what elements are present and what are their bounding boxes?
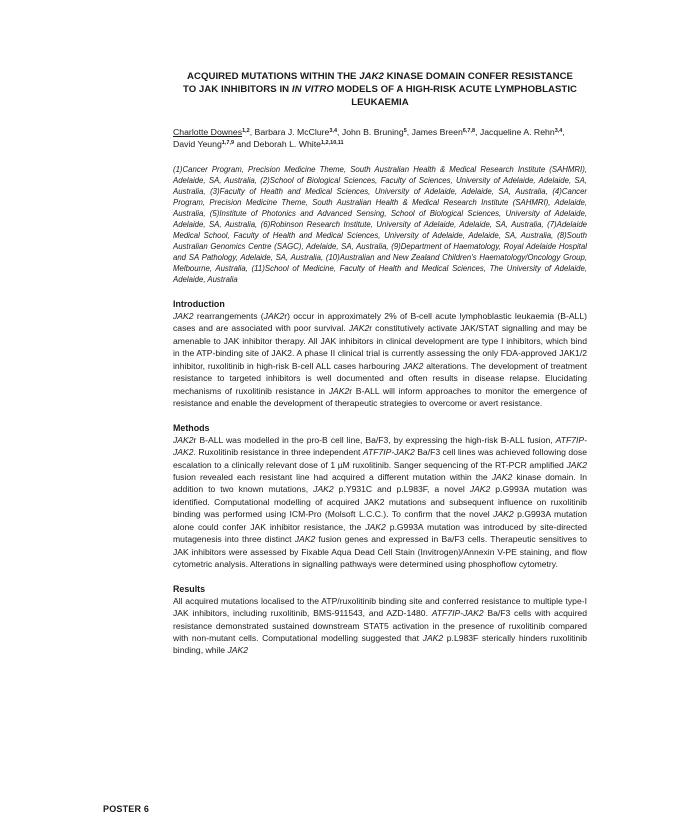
author-separator: , <box>337 127 342 137</box>
gene-name: ATF7IP-JAK2 <box>431 608 484 619</box>
section-heading: Methods <box>173 422 210 433</box>
poster-label: POSTER 6 <box>103 804 150 814</box>
text-run: r B-ALL was modelled in the pro-B cell line, Ba/F3, by expressing the high-risk B-ALL fusion, <box>193 434 556 445</box>
title-line3: LEUKAEMIA <box>351 97 409 108</box>
text-run: p.G993A mutation was identified. Computational modelling of acquired JAK2 mutations and subsequent influence on ruxolitinib binding was performed using ICM-Pro (Molsoft L.C.C.). To confirm that the novel <box>173 484 588 520</box>
gene-name: JAK2 <box>365 521 386 532</box>
text-run: All acquired mutations localised to the ATP/ruxolitinib binding site and conferred resistance to multiple type-I JAK inhibitors, including ruxolitinib, BMS-911543, and AZD-1480. <box>173 595 587 619</box>
title-line2-part2: MODELS OF A HIGH-RISK ACUTE LYMPHOBLASTIC <box>333 84 578 95</box>
author-affiliation-sup: 5 <box>403 128 407 134</box>
gene-name: JAK2 <box>294 534 316 545</box>
gene-name: JAK2 <box>493 509 514 520</box>
author-name: Deborah L. White <box>253 139 321 149</box>
text-run: p.L983F sterically hinders ruxolitinib binding, while <box>173 632 587 656</box>
author-name: Jacqueline A. Rehn <box>479 127 555 137</box>
text-run: Ba/F3 cell lines was achieved following dose escalation to a clinically relevant dose of 1 µM ruxolitinib. Sanger sequencing of the RT-PCR amplified <box>173 447 587 470</box>
abstract-page <box>173 70 587 669</box>
text-run: fusion genes and expressed in Ba/F3 cells. Therapeutic sensitives to JAK inhibitors were assessed by Fixable Aqua Dead Cell Stain (Invitrogen)/Annexin V-PE staining, and flow cytometric analysis. Alterations in signalling pathways were determined using phosphoflow cytometry. <box>173 534 587 570</box>
text-run: p.G993A mutation was introduced by site-directed mutagenesis into three distinct <box>173 521 587 545</box>
author-separator: , <box>249 127 255 137</box>
text-run: rearrangements ( <box>193 311 264 321</box>
section-paragraph <box>173 310 587 410</box>
text-run: . Ruxolitinib resistance in three independent <box>193 447 363 458</box>
gene-name: JAK2 <box>328 385 350 396</box>
author-affiliation-sup: 6,7,8 <box>462 128 476 134</box>
author-name: Barbara J. McClure <box>254 127 330 137</box>
text-run: alterations. The development of treatment resistance to targeted inhibitors is well documented and often results in disease relapse. Elucidating mechanisms of ruxolitinib resistance in <box>173 360 587 396</box>
author-separator: and <box>234 139 254 149</box>
gene-name: JAK2 <box>263 311 285 321</box>
author-name: David Yeung <box>173 139 222 149</box>
title-line1-part1: ACQUIRED MUTATIONS WITHIN THE <box>187 71 360 82</box>
gene-name: JAK2 <box>402 360 424 371</box>
text-run: p.G993A mutation alone could confer JAK inhibitor resistance, the <box>173 509 588 532</box>
author-affiliation-sup: 3,4 <box>329 128 338 134</box>
author-affiliation-sup: 3,4 <box>554 128 563 134</box>
title-gene: JAK2 <box>359 71 384 82</box>
text-run: Ba/F3 cells with acquired resistance demonstrated sustained downstream STAT5 activation in the presence of ruxolitinib compared with non-mutant cells. Computational modelling suggested that <box>173 608 587 643</box>
section-paragraph <box>173 434 587 571</box>
title-in-vitro: IN VITRO <box>291 84 334 95</box>
section-introduction <box>173 298 587 410</box>
section-methods <box>173 422 587 571</box>
gene-name: JAK2 <box>491 471 513 482</box>
text-run: p.Y931C and p.L983F, a novel <box>333 484 470 495</box>
text-run: r constitutively activate JAK/STAT signalling and may be amenable to JAK inhibitor therapy. All JAK inhibitors in clinical development are type I inhibitors, which bind in the ATP-binding site of JAK2. A phase II clinical trial is currently assessing the only FDA-approved JAK1/2 inhibitor, ruxolitinib in high-risk B-cell ALL cases harbouring <box>173 323 587 371</box>
gene-name: JAK2 <box>227 645 249 656</box>
gene-name: JAK2 <box>566 459 587 470</box>
section-heading: Results <box>173 583 206 594</box>
gene-name: JAK2 <box>469 484 491 495</box>
gene-name: ATF7IP-JAK2 <box>173 434 587 458</box>
author-separator: , <box>562 127 565 137</box>
section-paragraph <box>173 595 587 657</box>
author-name: John B. Bruning <box>341 127 404 137</box>
gene-name: JAK2 <box>313 484 334 495</box>
section-results <box>173 583 587 657</box>
author-separator: , <box>406 127 412 137</box>
gene-name: JAK2 <box>348 323 370 334</box>
title-line2-part1: TO JAK INHIBITORS IN <box>182 84 292 95</box>
author-name: Charlotte Downes <box>173 127 243 137</box>
gene-name: ATF7IP-JAK2 <box>362 447 415 458</box>
author-affiliation-sup: 1,2,10,11 <box>320 140 344 146</box>
author-list <box>173 126 587 150</box>
text-run: kinase domain. In addition to two known mutations, <box>173 471 588 495</box>
title-line1-part2: KINASE DOMAIN CONFER RESISTANCE <box>383 71 573 82</box>
author-affiliation-sup: 1,2 <box>242 128 250 134</box>
abstract-title <box>173 70 587 109</box>
text-run: r) occur in approximately 2% of B-cell acute lymphoblastic leukaemia (B-ALL) cases and are associated with poor survival. <box>173 311 587 334</box>
text-run: fusion revealed each resistant line had acquired a different mutation within the <box>173 471 492 482</box>
author-affiliation-sup: 1,7,9 <box>221 140 235 146</box>
text-run: r B-ALL will inform approaches to monitor the emergence of resistance and enable the development of therapeutic strategies to overcome or avert resistance. <box>173 385 587 409</box>
author-name: James Breen <box>411 127 463 137</box>
gene-name: JAK2 <box>173 434 194 445</box>
affiliations: (1)Cancer Program, Precision Medicine Theme, South Australian Health & Medical Research Institute (SAHMRI), Adelaide, SA, Australia, (2)School of Biological Sciences, Faculty of Sciences, University of Adelaide, Adelaide, SA, Australia, (3)Faculty of Health and Medical Sciences, University of Adelaide, Adelaide, SA, Australia, (4)Cancer Program, Precision Medicine Theme, South Australian Health & Medical Research Institute (SAHMRI), Adelaide, Australia, (5)Institute of Photonics and Advanced Sensing, School of Biological Sciences, University of Adelaide, Adelaide, SA, Australia, (6)Robinson Research Institute, University of Adelaide, Adelaide, SA, Australia, (7)Adelaide Medical School, Faculty of Health and Medical Sciences, University of Adelaide, Adelaide, SA, Australia, (8)South Australian Genomics Centre (SAGC), Adelaide, SA, Australia, (9)Department of Haematology, Royal Adelaide Hospital and SA Pathology, Adelaide, SA, Australia, (10)Australian and New Zealand Children's Haematology/Oncology Group, Melbourne, Australia, (11)School of Medicine, Faculty of Health and Medical Sciences, The University of Adelaide, Adelaide, Australia <box>173 165 587 284</box>
abstract-body <box>173 298 587 657</box>
gene-name: JAK2 <box>173 311 194 321</box>
section-heading: Introduction <box>173 299 225 309</box>
gene-name: JAK2 <box>422 632 444 643</box>
author-separator: , <box>475 127 480 137</box>
